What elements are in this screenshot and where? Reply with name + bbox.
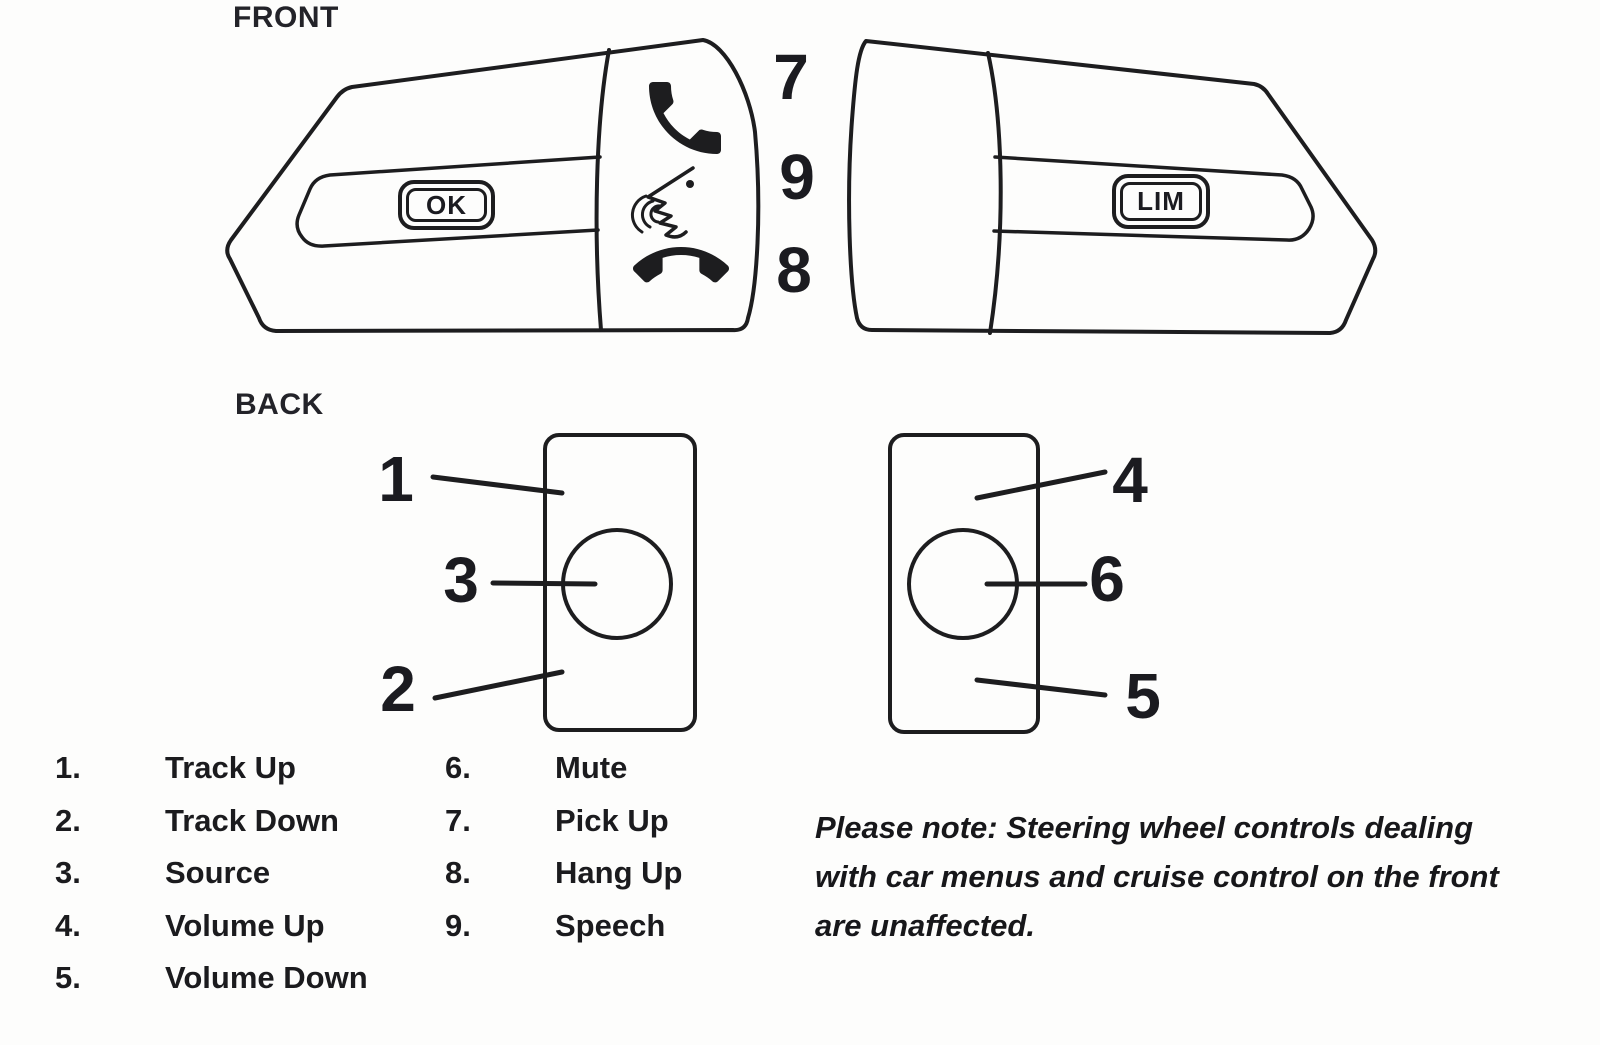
callout-9-speech: 9 [779, 141, 815, 213]
legend-num: 9. [445, 907, 471, 943]
legend-num: 2. [55, 802, 81, 838]
speech-profile [648, 168, 693, 237]
leader-line-volume-down [977, 680, 1105, 695]
legend-label: Volume Up [165, 907, 325, 943]
callout-8-hang-up: 8 [776, 234, 812, 306]
legend-label: Speech [555, 907, 666, 943]
voice-speech-icon [632, 168, 694, 237]
legend-label: Mute [555, 750, 628, 786]
callout-6-mute: 6 [1089, 543, 1125, 615]
legend-item-pick-up [445, 795, 805, 848]
legend-num: 7. [445, 802, 471, 838]
speech-wave-3 [632, 196, 646, 232]
legend-item-volume-up [55, 900, 415, 953]
legend-num: 4. [55, 907, 81, 943]
legend-label: Track Down [165, 802, 339, 838]
leader-line-track-down [435, 672, 562, 698]
callout-3-source: 3 [443, 544, 479, 616]
ok-button-drawing [398, 180, 495, 230]
callout-5-volume-down: 5 [1125, 660, 1161, 732]
legend-label: Hang Up [555, 855, 683, 891]
legend-num: 5. [55, 960, 81, 996]
legend-item-hang-up [445, 847, 805, 900]
legend-num: 8. [445, 855, 471, 891]
lim-button-drawing [1112, 174, 1210, 229]
phone-pickup-icon [649, 82, 721, 154]
legend-label: Pick Up [555, 802, 669, 838]
legend-num: 6. [445, 750, 471, 786]
note-line-2: with car menus and cruise control on the front [815, 859, 1499, 894]
legend-item-track-up [55, 742, 415, 795]
ok-button-label: OK [406, 188, 487, 222]
note-text [815, 803, 1575, 950]
legend-num: 3. [55, 855, 81, 891]
lim-button-label: LIM [1120, 182, 1202, 221]
note-line-3: are unaffected. [815, 908, 1035, 943]
note-line-1: Please note: Steering wheel controls dealing [815, 810, 1474, 845]
leader-line-source [493, 583, 595, 584]
callout-4-volume-up: 4 [1112, 444, 1148, 516]
leader-line-track-up [433, 477, 562, 493]
right-pod-divider [988, 53, 1001, 333]
legend-item-track-down [55, 795, 415, 848]
speech-eye-dot [686, 180, 694, 188]
left-pod-divider [597, 50, 609, 330]
legend-column-1 [55, 742, 415, 1005]
callout-7-pick-up: 7 [773, 41, 809, 113]
legend-label: Track Up [165, 750, 296, 786]
leader-line-volume-up [977, 472, 1105, 498]
legend-label: Volume Down [165, 960, 368, 996]
phone-hangup-icon [633, 247, 729, 282]
legend-item-volume-down [55, 952, 415, 1005]
callout-1-track-up: 1 [378, 443, 414, 515]
legend-item-mute [445, 742, 805, 795]
back-section-title: BACK [235, 388, 324, 421]
legend-item-source [55, 847, 415, 900]
left-pod-outline [227, 40, 758, 331]
legend-label: Source [165, 855, 271, 891]
callout-2-track-down: 2 [380, 653, 416, 725]
legend-column-2 [445, 742, 805, 952]
legend-item-speech [445, 900, 805, 953]
front-section-title: FRONT [233, 1, 339, 34]
legend-num: 1. [55, 750, 81, 786]
